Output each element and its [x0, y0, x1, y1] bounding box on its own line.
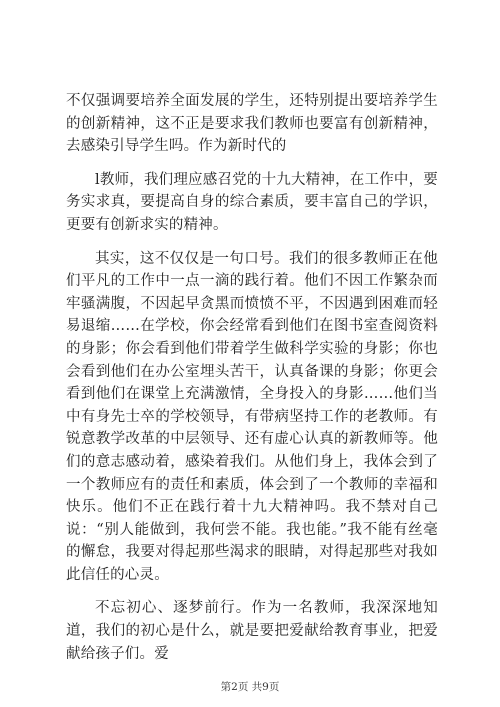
- document-body: [66, 90, 438, 665]
- paragraph-1: 不仅强调要培养全面发展的学生，还特别提出要培养学生的创新精神，这不正是要求我们教师也要富有创新精神，去感染引导学生吗。作为新时代的: [66, 93, 438, 155]
- paragraph-4: 不忘初心、逐梦前行。作为一名教师，我深深地知道，我们的初心是什么，就是要把爱献给教育事业，把爱献给孩子们。爱: [66, 600, 438, 662]
- page-number-footer: 第2页 共9页: [220, 681, 280, 693]
- paragraph-3: 其实，这不仅仅是一句口号。我们的很多教师正在他们平凡的工作中一点一滴的践行着。他们不因工作繁杂而牢骚满腹，不因起早贪黑而愤愤不平，不因遇到困难而轻易退缩……在学校，你会经常看到他们在图书室查阅资料的身影；你会看到他们带着学生做科学实验的身影；你也会看到他们在办公室埋头苦干，认真备课的身影；你更会看到他们在课堂上充满激情，全身投入的身影……他们当中有身先士卒的学校领导，有带病坚持工作的老教师。有锐意教学改革的中层领导、还有虚心认真的新教师等。他们的意志感动着，感染着我们。从他们身上，我体会到了一个教师应有的责任和素质，体会到了一个教师的幸福和快乐。他们不正在践行着十九大精神吗。我不禁对自己说：“别人能做到，我何尝不能。我也能。”我不能有丝毫的懈怠，我要对得起那些渴求的眼睛，对得起那些对我如此信任的心灵。: [66, 250, 438, 583]
- paragraph-2: l教师，我们理应感召党的十九大精神，在工作中，要务实求真，要提高自身的综合素质，要丰富自己的学识，更要有创新求实的精神。: [66, 171, 438, 233]
